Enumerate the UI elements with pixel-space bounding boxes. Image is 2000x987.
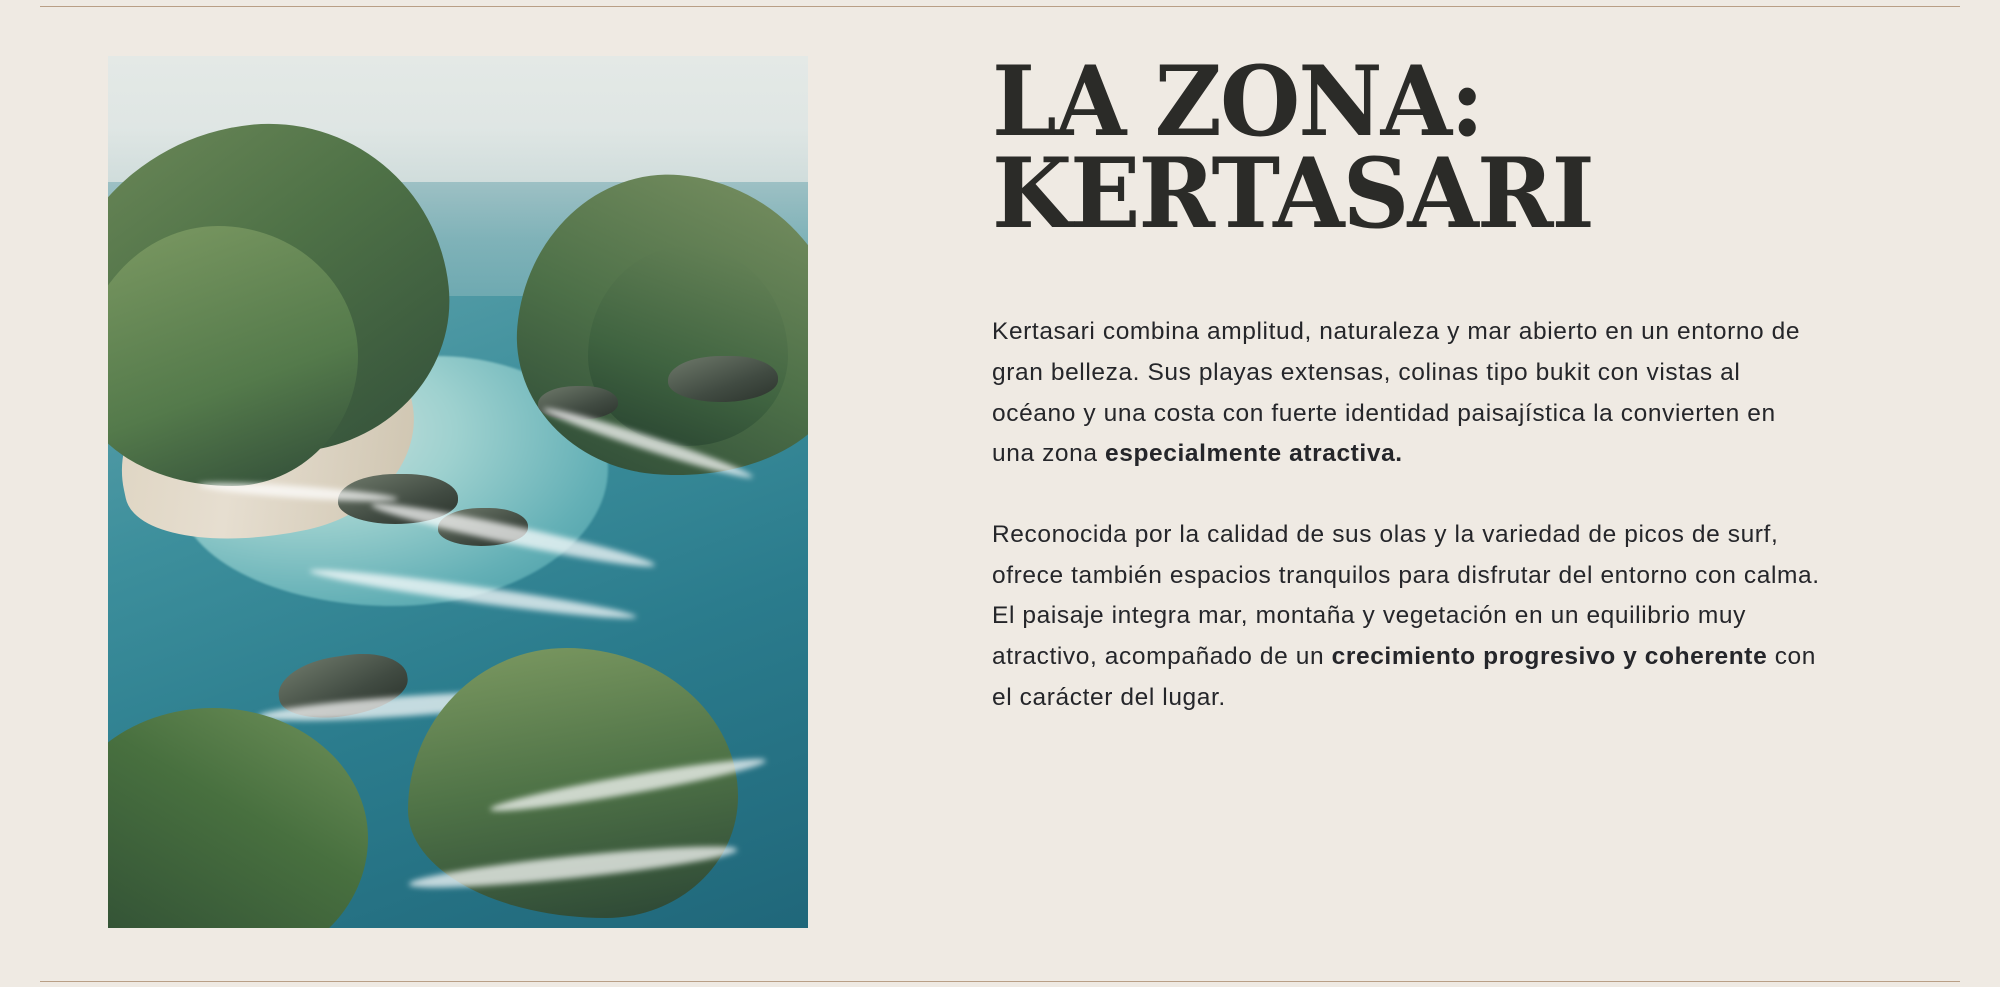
coastline-photo bbox=[108, 56, 808, 928]
page-title bbox=[992, 45, 1808, 251]
emphasised-text: especialmente atractiva. bbox=[1105, 440, 1403, 468]
page-title-line-2: KERTASARI bbox=[992, 137, 1593, 251]
coastline-photo-canvas bbox=[108, 56, 808, 928]
body-text: Reconocida por la calidad de sus olas y la variedad de picos de surf, ofrece también espacios tranquilos para disfrutar del entorno con calma. El paisaje integra mar, montaña y vegetación en un equilibrio muy atractivo, acompañado de un bbox=[992, 520, 1820, 670]
top-divider-rule bbox=[40, 6, 1960, 7]
content-area bbox=[108, 45, 1900, 927]
paragraph-2 bbox=[992, 515, 1822, 718]
emphasised-text: crecimiento progresivo y coherente bbox=[1331, 642, 1768, 670]
body-copy bbox=[992, 312, 1842, 718]
paragraph-1 bbox=[992, 312, 1822, 475]
page-title-line-1: LA ZONA: bbox=[992, 45, 1483, 158]
rock-formation bbox=[668, 356, 778, 402]
body-text: con el carácter del lugar. bbox=[992, 642, 1817, 711]
text-column bbox=[992, 45, 1842, 718]
bottom-divider-rule bbox=[40, 981, 1960, 982]
body-text: Kertasari combina amplitud, naturaleza y mar abierto en un entorno de gran belleza. Sus playas extensas, colinas tipo bukit con vistas al océano y una costa con fuerte identidad paisajística la convierten en una zona bbox=[992, 318, 1801, 468]
